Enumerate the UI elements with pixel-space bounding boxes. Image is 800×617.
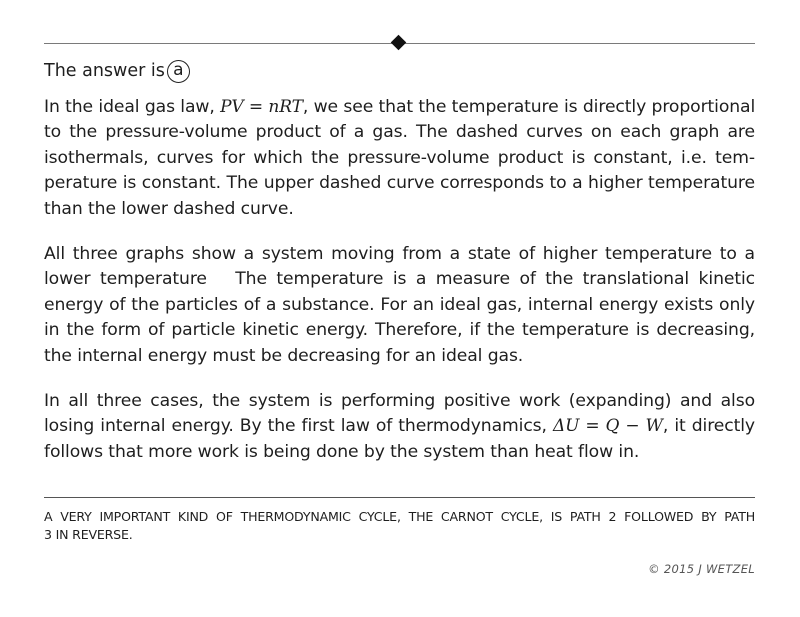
footnote-line: 3 IN REVERSE. [44, 527, 133, 542]
paragraph-line: lower temperature The temperature is a measure of the translational kinetic [44, 269, 755, 290]
equation-first-law: ΔU = Q − W [552, 416, 663, 437]
text-segment: In the ideal gas law, [44, 97, 221, 117]
footnote-line: A VERY IMPORTANT KIND OF THERMODYNAMIC CYCLE, THE CARNOT CYCLE, IS PATH 2 FOLLOWED BY PATH [44, 509, 755, 524]
paragraph-first-law [44, 389, 755, 465]
answer-prefix: The answer is [44, 61, 165, 81]
paragraph-line: to the pressure-volume product of a gas. The dashed curves on each graph are [44, 122, 755, 143]
copyright-notice: © 2015 J WETZEL [648, 562, 755, 576]
paragraph-line: All three graphs show a system moving from a state of higher temperature to a [44, 244, 755, 264]
text-segment: , we see that the temperature is directly proportional [302, 97, 756, 117]
paragraph-line [44, 95, 755, 120]
paragraph-line [44, 414, 755, 439]
paragraph-temperature [44, 242, 755, 369]
paragraph-line: In all three cases, the system is performing positive work (expanding) and also [44, 391, 755, 411]
paragraph-line: isothermals, curves for which the pressure-volume product is constant, i.e. tem- [44, 147, 755, 168]
answer-line [44, 58, 190, 84]
answer-choice-badge: a [167, 60, 190, 83]
paragraph-ideal-gas-law [44, 95, 755, 222]
paragraph-line: energy of the particles of a substance. For an ideal gas, internal energy exists only [44, 294, 755, 315]
text-segment: losing internal energy. By the first law of thermodynamics, [44, 416, 553, 437]
paragraph-line: in the form of particle kinetic energy. Therefore, if the temperature is decreasing, [44, 320, 755, 341]
footnote [44, 508, 755, 544]
equation-ideal-gas: PV = nRT [220, 97, 303, 117]
footnote-divider [44, 497, 755, 498]
paragraph-line: than the lower dashed curve. [44, 198, 294, 219]
paragraph-line: perature is constant. The upper dashed curve corresponds to a higher temperature [44, 173, 755, 194]
text-segment: , it directly [662, 416, 755, 437]
paragraph-line: follows that more work is being done by the system than heat flow in. [44, 441, 640, 462]
diamond-ornament-icon [391, 35, 407, 51]
paragraph-line: the internal energy must be decreasing for an ideal gas. [44, 345, 524, 366]
